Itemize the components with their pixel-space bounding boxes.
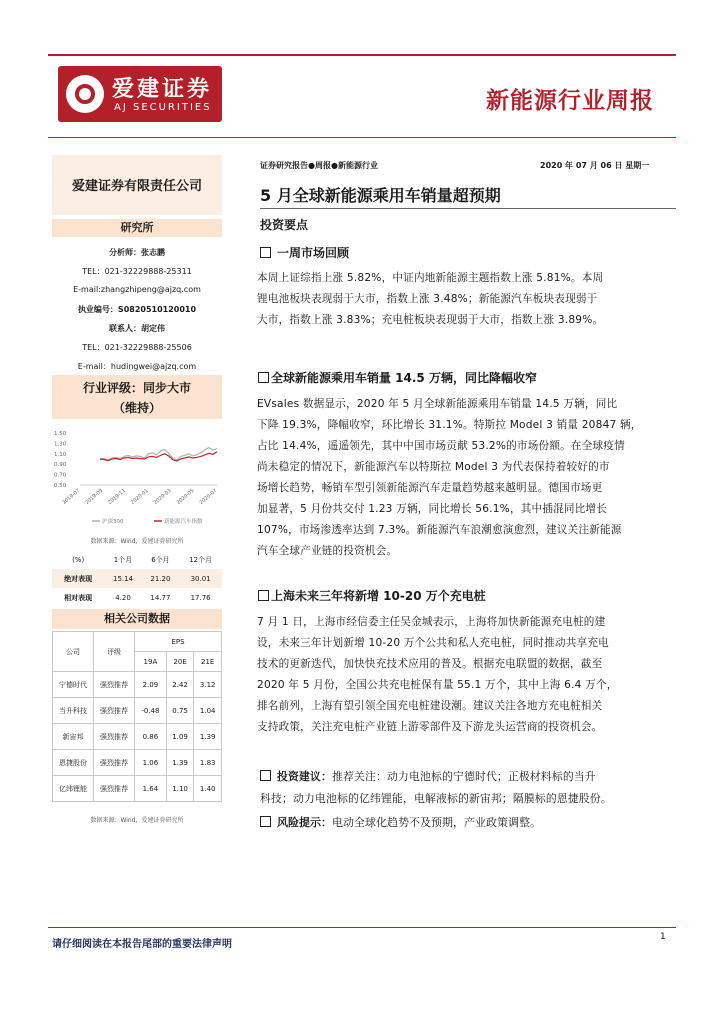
y-tick-label: 1.30 (54, 441, 67, 448)
meta-line-left: 证券研究报告●周报●新能源行业 (260, 161, 378, 170)
col-eps: EPS (135, 632, 222, 652)
advice-text-cont: 科技；动力电池标的亿纬锂能，电解液标的新宙邦；隔膜标的恩捷股份。 (260, 792, 612, 805)
risk-text: 电动全球化趋势不及预期，产业政策调整。 (332, 816, 541, 829)
section-charging-piles-title (258, 587, 486, 604)
table-row (53, 698, 222, 724)
paragraph-line: 2020 年 5 月份，全国公共充电桩保有量 55.1 万个，其中上海 6.4 万个， (257, 679, 618, 691)
brand-logo (58, 66, 222, 122)
y-tick-label: 1.10 (54, 451, 67, 458)
section-global-sales-title (258, 369, 537, 386)
paragraph-line: 本周上证综指上涨 5.82%，中证内地新能源主题指数上涨 5.81%。本周 (257, 272, 604, 284)
x-tick-label: 2020-03 (152, 487, 173, 506)
perf-cell: 30.01 (190, 574, 211, 583)
eps-cell: 1.09 (166, 724, 194, 750)
risk-warning (260, 814, 541, 830)
report-title: 5 月全球新能源乘用车销量超预期 (260, 186, 501, 205)
eps-cell: 1.39 (194, 724, 222, 750)
paragraph-line: 下降 19.3%，降幅收窄，环比增长 31.1%。特斯拉 Model 3 销量 20847 辆， (257, 419, 642, 431)
perf-cell: 17.76 (190, 593, 211, 602)
section-title-text: 一周市场回顾 (277, 246, 350, 260)
performance-table (52, 551, 222, 607)
col-company: 公司 (53, 632, 94, 672)
paragraph-line: EVsales 数据显示，2020 年 5 月全球新能源乘用车销量 14.5 万辆，同比 (257, 398, 618, 410)
performance-header-row (52, 551, 222, 569)
analyst-tel: TEL：021-32229888-25311 (82, 267, 192, 276)
perf-header-cell: (%) (72, 556, 85, 564)
paragraph-line: 107%，市场渗透率达到 7.3%。新能源汽车浪潮愈演愈烈，建议关注新能源 (257, 524, 622, 536)
footer-disclaimer: 请仔细阅读在本报告尾部的重要法律声明 (52, 939, 232, 950)
perf-row-label: 绝对表现 (64, 574, 93, 583)
summary-heading: 投资要点 (260, 218, 309, 232)
checkbox-bullet-icon (260, 816, 271, 827)
footer-rule (48, 927, 676, 928)
checkbox-bullet-icon (260, 770, 271, 781)
related-companies-heading: 相关公司数据 (52, 609, 222, 629)
paragraph-line: 尚未稳定的情况下，新能源汽车以特斯拉 Model 3 为代表保持着较好的市 (257, 461, 610, 473)
series-line (100, 448, 217, 460)
logo-english-name: AJ SECURITIES (114, 102, 212, 113)
y-tick-label: 1.50 (54, 431, 67, 437)
paragraph-line: 加显著，5 月份共交付 1.23 万辆，同比增长 56.1%，其中插混同比增长 (257, 503, 608, 515)
x-tick-label: 2019-09 (84, 487, 105, 506)
rating-cell: 强烈推荐 (94, 724, 135, 750)
paragraph-line: 设，未来三年计划新增 10-20 万个公共和私人充电桩，同时推动共享充电 (257, 637, 609, 649)
related-header-row (53, 632, 222, 652)
col-year: 20E (166, 652, 194, 672)
company-name-cell: 恩捷股份 (53, 750, 94, 776)
rating-cell: 强烈推荐 (94, 776, 135, 802)
company-name-cell: 当升科技 (53, 698, 94, 724)
x-tick-label: 2020-01 (129, 487, 150, 506)
eps-cell: 1.04 (194, 698, 222, 724)
contact-name: 联系人：胡定伟 (109, 324, 165, 333)
perf-cell: 15.14 (112, 574, 134, 583)
y-tick-label: 0.50 (54, 483, 67, 489)
perf-header-cell: 1个月 (113, 556, 133, 564)
x-tick-label: 2020-07 (198, 487, 219, 506)
investment-advice (260, 766, 680, 810)
rating-box (52, 375, 222, 419)
rating-cell: 强烈推荐 (94, 750, 135, 776)
paragraph-line: 汽车全球产业链的投资机会。 (257, 545, 398, 557)
x-tick-label: 2019-11 (107, 487, 127, 506)
paragraph-line: 排名前列，上海有望引领全国充电桩建设潮。建议关注各地方充电桩相关 (257, 700, 603, 712)
col-year: 21E (194, 652, 222, 672)
y-tick-label: 0.90 (54, 462, 67, 469)
eps-cell: 2.09 (135, 672, 167, 698)
table-row (52, 569, 222, 588)
col-year: 19A (135, 652, 167, 672)
perf-header-cell: 6个月 (151, 556, 170, 564)
table-row (53, 724, 222, 750)
x-tick-label: 2020-05 (175, 487, 196, 506)
section-market-review-body (257, 268, 679, 331)
section-global-sales-body (257, 394, 679, 562)
company-name-cell: 宁德时代 (53, 672, 94, 698)
contact-email[interactable]: E-mail：hudingwei@ajzq.com (77, 362, 197, 371)
eps-cell: 1.10 (166, 776, 194, 802)
legend-label: 新能源汽车指数 (164, 519, 203, 525)
company-name-cell: 新宙邦 (53, 724, 94, 750)
eps-cell: -0.48 (135, 698, 167, 724)
related-companies-table (52, 631, 222, 802)
paragraph-line: 技术的更新迭代，加快快充技术应用的普及。根据充电联盟的数据，截至 (257, 658, 603, 670)
related-source: 数据来源：Wind，爱建证券研究所 (90, 817, 184, 824)
paragraph-line: 大市，指数上涨 3.83%；充电桩板块表现弱于大市，指数上涨 3.89%。 (257, 314, 604, 326)
title-underline (260, 208, 676, 209)
paragraph-line: 支持政策，关注充电桩产业链上游零部件及下游龙头运营商的投资机会。 (257, 721, 603, 733)
table-row (53, 750, 222, 776)
eps-cell: 0.75 (166, 698, 194, 724)
eps-cell: 1.40 (194, 776, 222, 802)
col-rating: 评级 (94, 632, 135, 672)
header-top-rule (48, 54, 676, 56)
eps-cell: 3.12 (194, 672, 222, 698)
license-number: 执业编号：S0820510120010 (77, 305, 197, 314)
checkbox-bullet-icon (258, 372, 269, 383)
company-name: 爱建证券有限责任公司 (71, 179, 202, 194)
analyst-name: 分析师：张志鹏 (109, 248, 165, 257)
advice-text: 推荐关注：动力电池标的宁德时代；正极材料标的当升 (331, 770, 596, 783)
checkbox-bullet-icon (260, 247, 271, 258)
paragraph-line: 占比 14.4%，遥遥领先，其中中国市场贡献 53.2%的市场份额。在全球疫情 (257, 440, 625, 452)
institute-heading: 研究所 (52, 219, 222, 237)
section-title-text: 全球新能源乘用车销量 14.5 万辆，同比降幅收窄 (271, 371, 537, 385)
perf-header-cell: 12个月 (189, 556, 213, 564)
rating-status: （维持） (112, 401, 161, 415)
eps-cell: 1.06 (135, 750, 167, 776)
logo-mark-icon (66, 75, 104, 113)
page-number: 1 (660, 932, 666, 942)
performance-chart (52, 425, 222, 531)
contact-tel: TEL：021-32229888-25506 (82, 343, 192, 352)
header-bottom-rule (48, 137, 676, 138)
legend-label: 沪深300 (102, 519, 124, 525)
sidebar-company-box (52, 155, 222, 215)
section-title-text: 上海未来三年将新增 10-20 万个充电桩 (271, 589, 486, 603)
perf-cell: 21.20 (150, 574, 171, 583)
report-type-title: 新能源行业周报 (486, 88, 654, 114)
table-row (53, 776, 222, 802)
advice-label: 投资建议： (277, 770, 332, 783)
rating-cell: 强烈推荐 (94, 698, 135, 724)
eps-cell: 1.39 (166, 750, 194, 776)
meta-line-right: 2020 年 07 月 06 日 星期一 (540, 161, 650, 170)
section-charging-piles-body (257, 612, 679, 738)
y-tick-label: 0.70 (54, 472, 67, 479)
table-row (52, 588, 222, 607)
logo-chinese-name: 爱建证券 (112, 77, 213, 102)
paragraph-line: 7 月 1 日，上海市经信委主任吴金城表示，上海将加快新能源充电桩的建 (257, 616, 606, 628)
perf-row-label: 相对表现 (64, 593, 93, 602)
perf-cell: 4.20 (115, 593, 131, 602)
eps-cell: 0.86 (135, 724, 167, 750)
paragraph-line: 锂电池板块表现弱于大市，指数上涨 3.48%；新能源汽车板块表现弱于 (257, 293, 598, 305)
x-tick-label: 2019-07 (61, 487, 82, 506)
eps-cell: 1.64 (135, 776, 167, 802)
checkbox-bullet-icon (258, 590, 269, 601)
analyst-email[interactable]: E-mail:zhangzhipeng@ajzq.com (73, 285, 201, 294)
advice-line (260, 766, 680, 788)
industry-rating: 行业评级：同步大市 (82, 381, 191, 395)
eps-cell: 2.42 (166, 672, 194, 698)
rating-cell: 强烈推荐 (94, 672, 135, 698)
eps-cell: 1.83 (194, 750, 222, 776)
perf-cell: 14.77 (150, 593, 171, 602)
table-row (53, 672, 222, 698)
chart-source: 数据来源：Wind，爱建证券研究所 (90, 538, 184, 545)
paragraph-line: 场增长趋势，畅销车型引领新能源汽车走量趋势越来越明显。德国市场更 (257, 482, 603, 494)
section-market-review-title (260, 244, 349, 261)
company-name-cell: 亿纬锂能 (53, 776, 94, 802)
risk-label: 风险提示： (277, 816, 332, 829)
